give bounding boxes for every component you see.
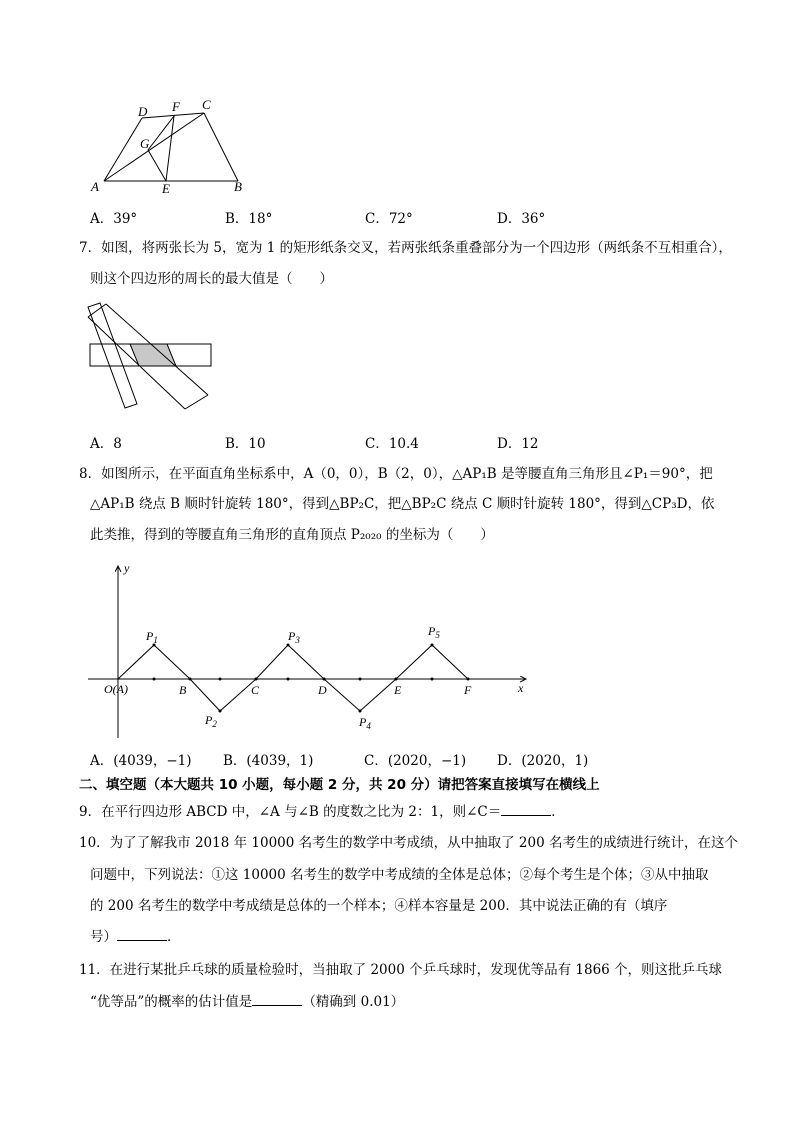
label-B: B (234, 179, 242, 194)
q7-stem-line2: 则这个四边形的周长的最大值是（ ） (90, 271, 333, 287)
strips-figure (88, 300, 218, 415)
coordinate-graph (88, 558, 533, 743)
label-P3: $P_3$ (288, 629, 300, 645)
q10-line4: 号） ． (90, 929, 181, 945)
trapezoid-figure (88, 98, 258, 198)
q7-option-b: B．10 (225, 436, 266, 452)
label-D: D (318, 683, 327, 697)
q7-option-c: C．10.4 (365, 436, 419, 452)
section-heading: 二、填空题（本大题共 10 小题，每小题 2 分，共 20 分）请把答案直接填写在横线上 (79, 777, 600, 793)
q11-answer-blank[interactable] (252, 993, 302, 1006)
q10-line3: 的 200 名考生的数学中考成绩是总体的一个样本；④样本容量是 200．其中说法正确的有（填序 (90, 898, 668, 914)
q8-stem-line1: 8．如图所示，在平面直角坐标系中，A（0，0），B（2，0），△AP₁B 是等腰直角三角形且∠P₁＝90°，把 (79, 466, 713, 482)
label-A: A (91, 179, 99, 194)
q6-option-b: B．18° (225, 211, 273, 227)
q8-option-d: D．(2020，1) (497, 753, 589, 769)
q11-line1: 11．在进行某批乒乓球的质量检验时，当抽取了 2000 个乒乓球时，发现优等品有 1866 个，则这批乒乓球 (79, 962, 723, 978)
q10-line1: 10．为了了解我市 2018 年 10000 名考生的数学中考成绩，从中抽取了 200 名考生的成绩进行统计，在这个 (79, 835, 738, 851)
q8-option-c: C．(2020，−1) (364, 753, 467, 769)
label-B: B (179, 683, 187, 697)
q11-line2: “优等品”的概率的估计值是 （精确到 0.01） (90, 994, 405, 1010)
q8-option-a: A．(4039，−1) (90, 753, 192, 769)
q7-stem-line1: 7．如图，将两张长为 5，宽为 1 的矩形纸条交叉，若两张纸条重叠部分为一个四边形（两纸条不互相重合）， (79, 240, 732, 256)
label-P2: $P_2$ (205, 713, 217, 729)
label-C: C (202, 97, 211, 112)
q6-option-c: C．72° (365, 211, 413, 227)
label-P4: $P_4$ (359, 715, 371, 731)
origin-label: O(A) (104, 682, 128, 696)
label-F: F (464, 683, 472, 697)
q9-stem: 9．在平行四边形 ABCD 中，∠A 与∠B 的度数之比为 2：1，则∠C＝ ． (79, 804, 565, 820)
q8-option-b: B．(4039，1) (223, 753, 314, 769)
x-axis-label: x (518, 681, 524, 695)
label-C: C (251, 683, 260, 697)
q7-option-d: D．12 (497, 436, 539, 452)
q10-answer-blank[interactable] (117, 928, 167, 941)
label-F: F (172, 99, 180, 114)
q7-option-a: A．8 (90, 436, 122, 452)
label-P5: $P_5$ (428, 624, 440, 640)
label-P1: $P_1$ (146, 629, 158, 645)
y-axis-label: y (124, 561, 130, 575)
q6-option-a: A．39° (90, 211, 138, 227)
label-D: D (138, 104, 148, 119)
q9-answer-blank[interactable] (501, 803, 551, 816)
label-G: G (140, 136, 150, 151)
q8-stem-line2: △AP₁B 绕点 B 顺时针旋转 180°，得到△BP₂C，把△BP₂C 绕点 C 顺时针旋转 180°，得到△CP₃D，依 (90, 496, 715, 512)
label-E: E (394, 683, 402, 697)
label-E: E (162, 181, 170, 196)
q8-stem-line3: 此类推，得到的等腰直角三角形的直角顶点 P₂₀₂₀ 的坐标为（ ） (90, 527, 494, 543)
q10-line2: 问题中，下列说法：①这 10000 名考生的数学中考成绩的全体是总体；②每个考生是个体；③从中抽取 (90, 867, 709, 883)
q6-option-d: D．36° (497, 211, 546, 227)
